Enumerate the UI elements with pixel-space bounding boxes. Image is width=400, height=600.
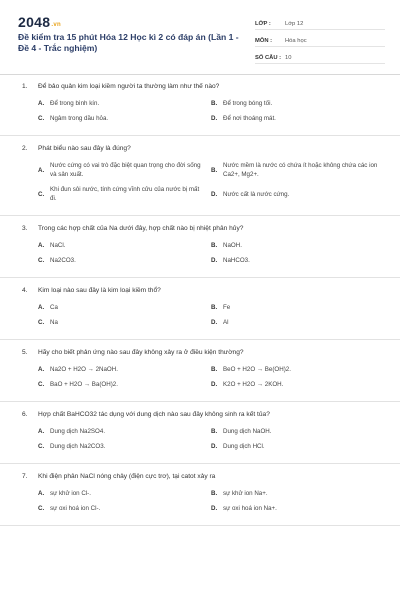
question-list [0,74,400,526]
option-text: sự khử ion Na+. [223,490,268,497]
option-text: Để nơi thoáng mát. [223,115,276,122]
option-letter: C. [38,381,45,388]
meta-row-subject [255,30,385,47]
meta-value: 10 [285,55,292,61]
option-text: Khi đun sôi nước, tính cứng vĩnh cửu của nước bị mất đi. [50,186,200,202]
question-text [0,410,400,419]
option-letter: A. [38,166,45,174]
question-2 [0,136,400,216]
question-number: 7. [22,473,28,480]
question-7 [0,464,400,526]
option-c[interactable] [38,114,211,123]
option-letter: C. [38,257,45,264]
logo-sub: .vn [51,22,61,28]
option-text: BeO + H2O → Be(OH)2. [223,366,291,373]
option-letter: D. [211,505,218,512]
site-logo[interactable] [18,14,61,30]
option-a[interactable] [38,489,211,498]
option-grid [0,489,400,519]
option-text: sự oxi hoá ion Cl-. [50,505,101,512]
question-number: 4. [22,287,28,294]
question-text [0,472,400,481]
question-prompt: Khi điện phân NaCl nóng chảy (điện cực trơ), tại catot xảy ra [38,473,216,480]
option-c[interactable] [38,318,211,327]
option-letter: B. [211,166,218,174]
option-letter: D. [211,257,218,264]
option-text: Nước cứng có vai trò đặc biệt quan trọng cho đời sống và sản xuất. [50,162,201,178]
option-d[interactable] [211,185,384,203]
option-b[interactable] [211,303,384,312]
option-text: NaHCO3. [223,257,250,264]
option-text: sự oxi hoá ion Na+. [223,505,277,512]
option-text: Ca [50,304,58,311]
option-letter: B. [211,100,218,107]
option-text: Ngâm trong dầu hỏa. [50,115,109,122]
option-letter: D. [211,115,218,122]
option-text: Dung dịch Na2SO4. [50,428,106,435]
option-text: Dung dịch Na2CO3. [50,443,106,450]
question-text [0,348,400,357]
option-b[interactable] [211,99,384,108]
option-letter: A. [38,304,45,311]
exam-header [0,0,400,75]
option-grid [0,241,400,271]
option-grid [0,365,400,395]
question-prompt: Trong các hợp chất của Na dưới đây, hợp chất nào bị nhiệt phân hủy? [38,225,244,232]
option-c[interactable] [38,185,211,203]
option-letter: C. [38,505,45,512]
question-prompt: Phát biểu nào sau đây là đúng? [38,145,131,152]
option-c[interactable] [38,380,211,389]
meta-value: Lớp 12 [285,21,304,27]
option-c[interactable] [38,504,211,513]
question-number: 2. [22,145,28,152]
option-letter: D. [211,443,218,450]
option-text: Để trong bóng tối. [223,100,273,107]
option-text: NaCl. [50,242,66,249]
option-text: Để trong bình kín. [50,100,100,107]
question-text [0,224,400,233]
option-text: BaO + H2O → Ba(OH)2. [50,381,118,388]
question-text [0,82,400,91]
option-d[interactable] [211,442,384,451]
option-d[interactable] [211,380,384,389]
option-a[interactable] [38,427,211,436]
question-number: 1. [22,83,28,90]
option-b[interactable] [211,365,384,374]
meta-value: Hóa học [285,38,307,44]
question-number: 5. [22,349,28,356]
option-text: Na [50,319,58,326]
option-text: Dung dịch HCl. [223,443,265,450]
option-letter: D. [211,319,218,326]
option-letter: A. [38,100,45,107]
question-4 [0,278,400,340]
option-b[interactable] [211,161,384,179]
option-letter: D. [211,190,218,198]
question-text [0,286,400,295]
question-prompt: Hãy cho biết phản ứng nào sau đây không xảy ra ở điều kiện thường? [38,349,244,356]
option-b[interactable] [211,427,384,436]
option-text: Dung dịch NaOH. [223,428,272,435]
option-letter: A. [38,366,45,373]
option-text: sự khử ion Cl-. [50,490,91,497]
option-c[interactable] [38,442,211,451]
option-text: Na2CO3. [50,257,76,264]
option-grid [0,161,400,209]
option-letter: C. [38,443,45,450]
question-prompt: Hợp chất BaHCO32 tác dụng với dung dịch nào sau đây không sinh ra kết tủa? [38,411,270,418]
option-grid [0,427,400,457]
question-number: 6. [22,411,28,418]
option-text: Na2O + H2O → 2NaOH. [50,366,118,373]
meta-row-count [255,47,385,64]
meta-key: SỐ CÂU : [255,55,282,61]
option-text: NaOH. [223,242,242,249]
meta-row-class [255,13,385,30]
meta-key: LỚP : [255,21,271,27]
option-d[interactable] [211,256,384,265]
option-a[interactable] [38,303,211,312]
option-letter: C. [38,190,45,198]
option-a[interactable] [38,365,211,374]
option-letter: B. [211,304,218,311]
question-prompt: Kim loại nào sau đây là kim loại kiềm thổ? [38,287,161,294]
logo-main: 2048 [18,14,51,30]
option-letter: B. [211,242,218,249]
option-b[interactable] [211,241,384,250]
option-text: Al [223,319,229,326]
option-d[interactable] [211,114,384,123]
option-a[interactable] [38,241,211,250]
option-letter: D. [211,381,218,388]
question-text [0,144,400,153]
option-text: Nước mềm là nước có chứa ít hoặc không chứa các ion Ca2+, Mg2+. [223,162,378,178]
option-letter: A. [38,242,45,249]
option-text: K2O + H2O → 2KOH. [223,381,284,388]
question-prompt: Để bảo quản kim loại kiềm người ta thường làm như thế nào? [38,83,220,90]
option-letter: C. [38,319,45,326]
question-1 [0,74,400,136]
meta-key: MÔN : [255,38,273,44]
question-6 [0,402,400,464]
option-letter: B. [211,366,218,373]
exam-title: Đề kiểm tra 15 phút Hóa 12 Học kì 2 có đáp án (Lần 1 - Đề 4 - Trắc nghiệm) [18,32,239,53]
option-a[interactable] [38,161,211,179]
option-a[interactable] [38,99,211,108]
option-text: Nước cất là nước cứng. [223,190,290,198]
question-5 [0,340,400,402]
option-letter: B. [211,490,218,497]
option-d[interactable] [211,504,384,513]
option-letter: A. [38,428,45,435]
option-grid [0,303,400,333]
option-d[interactable] [211,318,384,327]
question-number: 3. [22,225,28,232]
option-b[interactable] [211,489,384,498]
option-letter: C. [38,115,45,122]
option-c[interactable] [38,256,211,265]
question-3 [0,216,400,278]
exam-meta [255,13,385,64]
option-grid [0,99,400,129]
option-letter: A. [38,490,45,497]
option-letter: B. [211,428,218,435]
option-text: Fe [223,304,231,311]
